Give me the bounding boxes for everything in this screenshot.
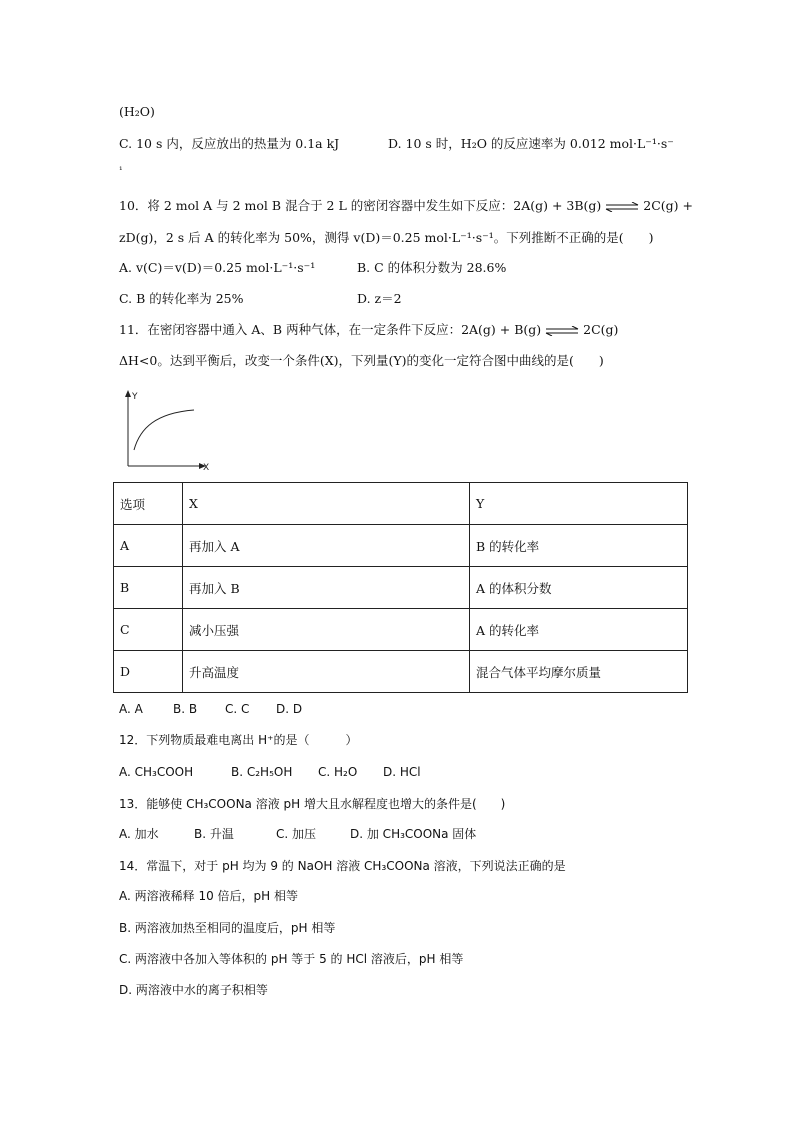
table-row [114, 609, 688, 651]
header-cell: X [183, 483, 470, 525]
q14-option-b: B. 两溶液加热至相同的温度后，pH 相等 [119, 921, 336, 935]
q11-answer-b: B. B [173, 702, 198, 716]
q13-option-c: C. 加压 [276, 827, 317, 841]
q9-option-d: D. 10 s 时，H₂O 的反应速率为 0.012 mol·L⁻¹·s⁻ [388, 136, 674, 151]
q14-stem: 14．常温下，对于 pH 均为 9 的 NaOH 溶液 CH₃COONa 溶液，下列说法正确的是 [119, 859, 566, 873]
table-header-row [114, 483, 688, 525]
q11-options-table [113, 482, 688, 693]
x-axis-label: X [203, 463, 210, 473]
q11-stem-line1 [119, 321, 618, 339]
table-cell: A 的体积分数 [470, 567, 688, 609]
table-cell: A 的转化率 [470, 609, 688, 651]
q9-option-c: C. 10 s 内，反应放出的热量为 0.1a kJ [119, 136, 340, 151]
q12-option-a: A. CH₃COOH [119, 765, 194, 779]
table-cell: 再加入 A [183, 525, 470, 567]
q10-stem-line2: zD(g)，2 s 后 A 的转化率为 50%，测得 v(D)＝0.25 mol·L⁻¹·s⁻¹。下列推断不正确的是( ) [119, 230, 654, 245]
table-cell: 升高温度 [183, 651, 470, 693]
table-cell: B [114, 567, 183, 609]
q11-curve-graph [118, 388, 218, 474]
y-axis-label: Y [132, 392, 138, 402]
q10-stem-products: 2C(g) + [643, 198, 693, 213]
q12-option-c: C. H₂O [318, 765, 358, 779]
y-axis-arrow-icon [125, 390, 131, 397]
q13-stem: 13．能够使 CH₃COONa 溶液 pH 增大且水解程度也增大的条件是( ) [119, 797, 506, 811]
table-cell: B 的转化率 [470, 525, 688, 567]
header-cell: Y [470, 483, 688, 525]
q10-stem-text: 10．将 2 mol A 与 2 mol B 混合于 2 L 的密闭容器中发生如下反应：2A(g) + 3B(g) [119, 198, 602, 213]
q9-continuation: (H₂O) [119, 104, 155, 119]
q11-answer-c: C. C [225, 702, 250, 716]
q14-option-a: A. 两溶液稀释 10 倍后，pH 相等 [119, 889, 298, 903]
q13-option-b: B. 升温 [194, 827, 234, 841]
q10-option-b: B. C 的体积分数为 28.6% [357, 260, 507, 275]
table-cell: A [114, 525, 183, 567]
q12-option-b: B. C₂H₅OH [231, 765, 293, 779]
table-row [114, 525, 688, 567]
q13-option-d: D. 加 CH₃COONa 固体 [350, 827, 477, 841]
q10-option-a: A. v(C)＝v(D)＝0.25 mol·L⁻¹·s⁻¹ [119, 260, 316, 275]
q12-stem: 12．下列物质最难电离出 H⁺的是（ ） [119, 733, 358, 747]
table-cell: D [114, 651, 183, 693]
q14-option-c: C. 两溶液中各加入等体积的 pH 等于 5 的 HCl 溶液后，pH 相等 [119, 952, 464, 966]
table-row [114, 567, 688, 609]
q11-stem-text: 11．在密闭容器中通入 A、B 两种气体，在一定条件下反应：2A(g) + B(g) [119, 322, 542, 337]
header-cell: 选项 [114, 483, 183, 525]
q14-option-d: D. 两溶液中水的离子积相等 [119, 983, 268, 997]
equilibrium-arrow-icon [545, 326, 579, 336]
q11-stem-products: 2C(g) [583, 322, 619, 337]
table-cell: 再加入 B [183, 567, 470, 609]
table-cell: 混合气体平均摩尔质量 [470, 651, 688, 693]
q10-option-c: C. B 的转化率为 25% [119, 291, 244, 306]
equilibrium-arrow-icon [605, 202, 639, 212]
q11-stem-line2: ΔH<0。达到平衡后，改变一个条件(X)，下列量(Y)的变化一定符合图中曲线的是( ) [119, 353, 604, 368]
q10-stem-line1 [119, 197, 693, 215]
q13-option-a: A. 加水 [119, 827, 159, 841]
rising-curve [134, 410, 194, 450]
q10-option-d: D. z＝2 [357, 291, 402, 306]
q12-option-d: D. HCl [383, 765, 421, 779]
table-cell: 减小压强 [183, 609, 470, 651]
table-row [114, 651, 688, 693]
q11-answer-a: A. A [119, 702, 143, 716]
q11-answer-d: D. D [276, 702, 303, 716]
table-cell: C [114, 609, 183, 651]
q9-option-d-wrap: ¹ [119, 166, 123, 176]
